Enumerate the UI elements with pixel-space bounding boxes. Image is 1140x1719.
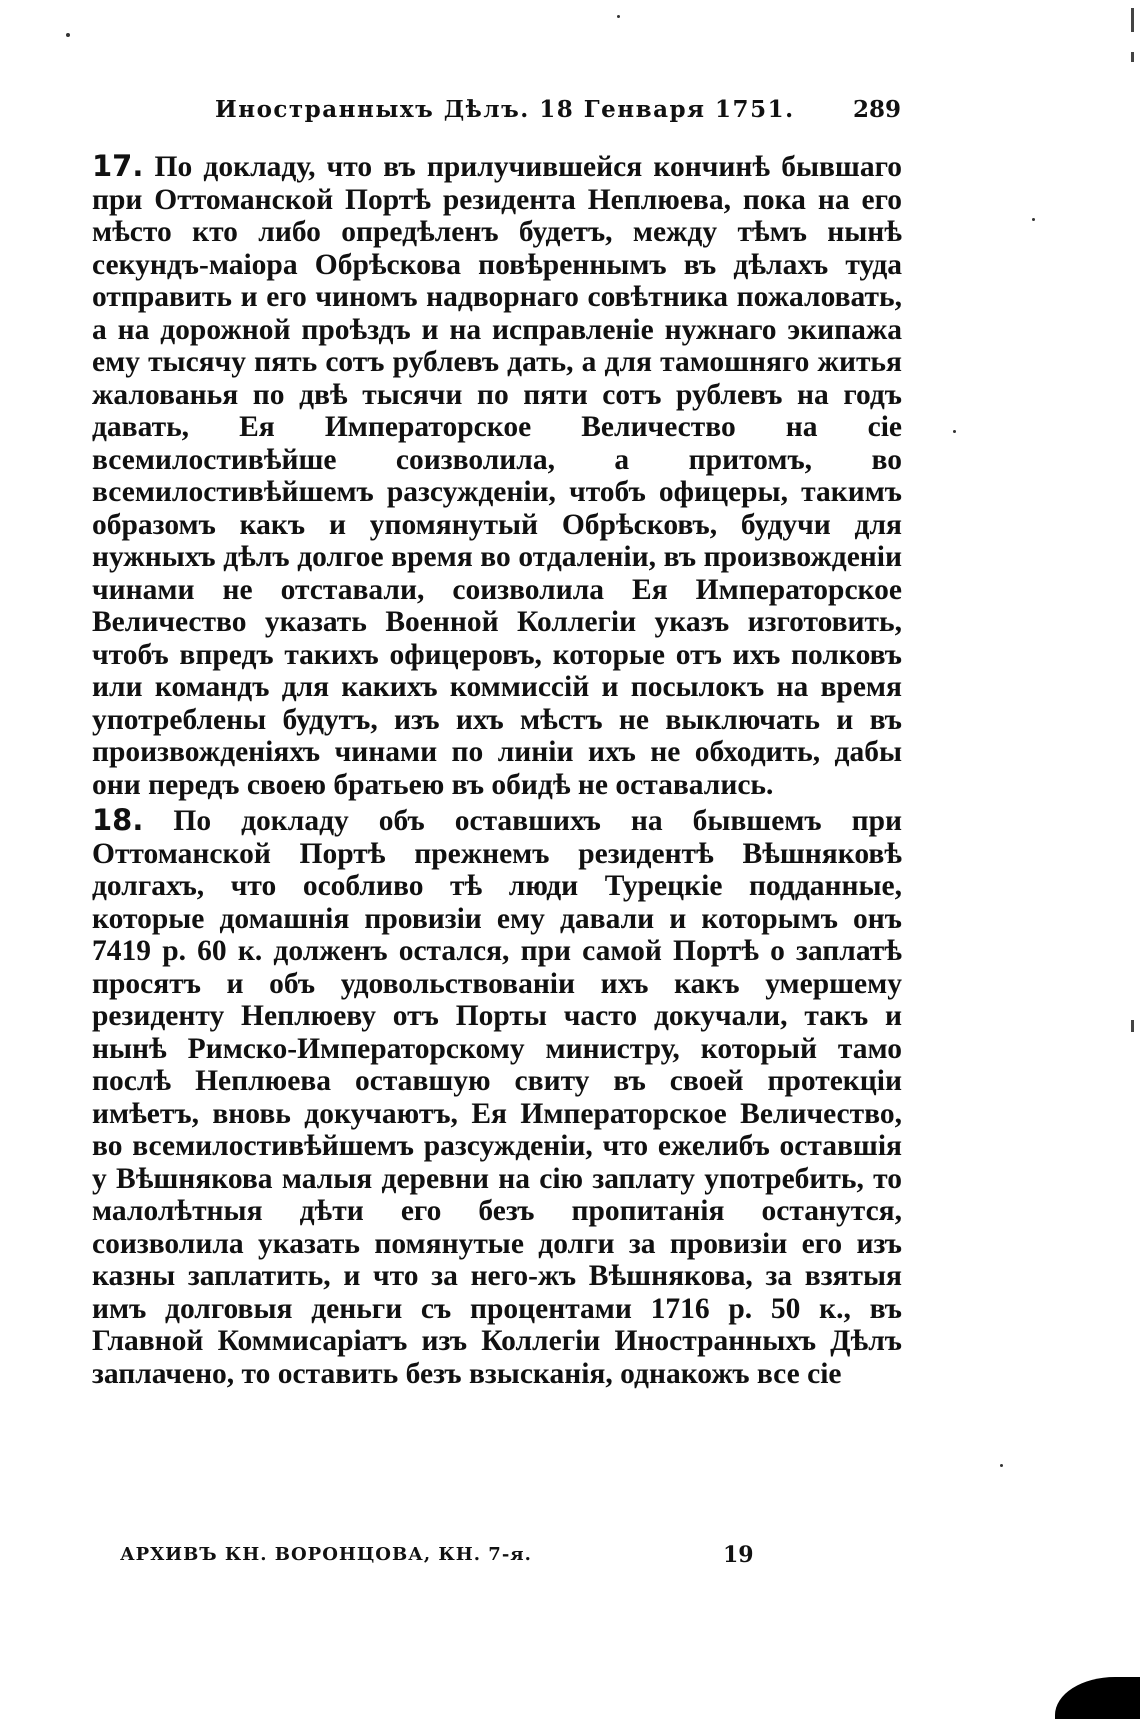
page-number: 289 [852, 96, 901, 123]
scan-edge-mark [1131, 52, 1134, 62]
paragraph-18 [92, 804, 902, 1390]
scan-speck [953, 430, 956, 433]
signature-number: 19 [723, 1542, 754, 1568]
paragraph-number: 18. [92, 803, 144, 837]
scan-speck [1000, 1464, 1003, 1467]
signature-text: АРХИВЪ КН. ВОРОНЦОВА, КН. 7-я. [120, 1544, 532, 1565]
scan-speck [1032, 218, 1035, 221]
scan-speck [617, 15, 620, 18]
scan-edge-mark [1131, 8, 1134, 32]
printer-signature [120, 1544, 820, 1574]
body-text [92, 150, 902, 1393]
running-title: Иностранныхъ Дѣлъ. 18 Генваря 1751. [215, 96, 795, 123]
scan-corner-shadow [1055, 1677, 1140, 1719]
scan-speck [66, 33, 70, 37]
running-head [185, 96, 901, 132]
scan-edge-mark [1131, 1020, 1134, 1032]
paragraph-text: По докладу, что въ прилучившейся кончинѣ бывшаго при Оттоманской Портѣ резидента Неплюева, пока на его мѣсто кто либо опредѣленъ будетъ, между тѣмъ нынѣ секундъ-маiора Обрѣскова повѣреннымъ въ дѣлахъ туда отправить и его чиномъ надворнаго совѣтника пожаловать, а на дорожной проѣздъ и на исправленiе нужнаго экипажа ему тысячу пять сотъ рублевъ дать, а для тамошняго житья жалованья по двѣ тысячи по пяти сотъ рублевъ на годъ давать, Ея Императорское Величество на сiе всемилостивѣйше соизволила, а притомъ, во всемилостивѣйшемъ разсужденiи, чтобъ офицеры, такимъ образомъ какъ и упомянутый Обрѣсковъ, будучи для нужныхъ дѣлъ долгое время во отдаленiи, въ произвожденiи чинами не отставали, соизволила Ея Императорское Величество указать Военной Коллегiи указъ изготовить, чтобъ впредъ такихъ офицеровъ, которые отъ ихъ полковъ или командъ для какихъ коммиссiй и посылокъ на время употреблены будутъ, изъ ихъ мѣстъ не выключать и въ произвожденiяхъ чинами по линiи ихъ не обходить, дабы они передъ своею братьею въ обидѣ не оставались. [92, 151, 902, 801]
paragraph-text: По докладу объ оставшихъ на бывшемъ при Оттоманской Портѣ прежнемъ резидентѣ Вѣшняковѣ долгахъ, что особливо тѣ люди Турецкiе подданные, которые домашнiя провизiи ему давали и которымъ онъ 7419 р. 60 к. долженъ остался, при самой Портѣ о заплатѣ просятъ и объ удовольствованiи ихъ какъ умершему резиденту Неплюеву отъ Порты часто докучали, такъ и нынѣ Римско-Императорскому министру, который тамо послѣ Неплюева оставшую свиту въ своей протекцiи имѣетъ, вновь докучаютъ, Ея Императорское Величество, во всемилостивѣйшемъ разсужденiи, что ежелибъ оставшiя у Вѣшнякова малыя деревни на сiю заплату употребить, то малолѣтныя дѣти его безъ пропитанiя останутся, соизволила указать помянутые долги за провизiи его изъ казны заплатить, и что за него-жъ Вѣшнякова, за взятыя имъ долговыя деньги съ процентами 1716 р. 50 к., въ Главной Коммисарiатъ изъ Коллегiи Иностранныхъ Дѣлъ заплачено, то оставить безъ взысканiя, однакожъ все сiе [92, 805, 903, 1390]
paragraph-17 [92, 150, 902, 801]
paragraph-number: 17. [92, 149, 144, 183]
